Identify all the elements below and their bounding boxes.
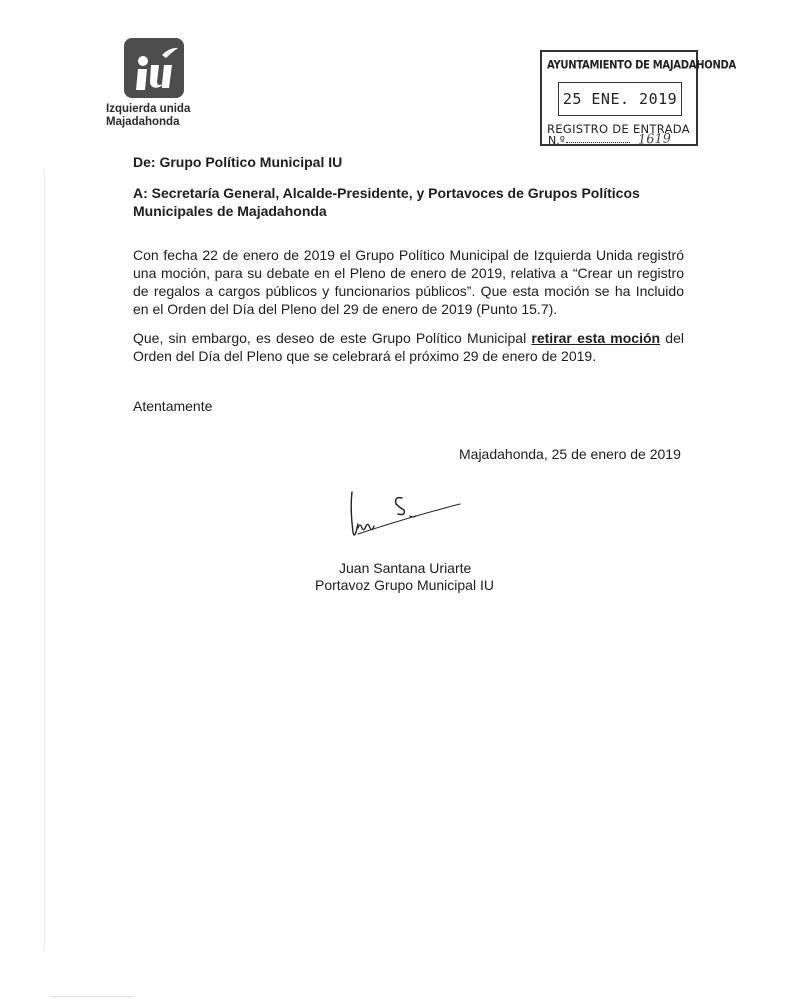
logo-line-1: Izquierda unida [106, 103, 191, 115]
paragraph-2-end: del Orden del Día del Pleno que se celebrará el próximo 29 de enero de 2019. [133, 330, 684, 364]
paragraph-1: Con fecha 22 de enero de 2019 el Grupo Político Municipal de Izquierda Unida registró una moción, para su debate en el Pleno de enero de 2019, relativa a “Crear un registro de regalos a cargos públicos y funcionarios públicos”. Que esta moción se ha Incluido en el Orden del Día del Pleno del 29 de enero de 2019 (Punto 15.7). [133, 247, 684, 317]
paragraph-2-start: Que, sin embargo, es deseo de este Grupo Político Municipal [133, 330, 532, 346]
iu-logo [106, 38, 202, 129]
closing: Atentamente [133, 398, 213, 414]
signer-name: Juan Santana Uriarte [339, 560, 472, 576]
letter-to-line-2: Municipales de Majadahonda [133, 203, 327, 219]
stamp-number-line [566, 142, 630, 143]
page-bottom-mark [50, 996, 134, 997]
logo-mark [124, 38, 184, 98]
page-edge [44, 170, 45, 950]
letter-to-line-1: A: Secretaría General, Alcalde-Presidente, y Portavoces de Grupos Políticos [133, 185, 640, 201]
logo-line-2: Majadahonda [106, 116, 180, 128]
stamp-date: 25 ENE. 2019 [558, 82, 682, 116]
stamp-number-value: 1619 [637, 131, 672, 148]
stamp-number-label: N.º [548, 134, 565, 147]
signer-title: Portavoz Grupo Municipal IU [315, 577, 494, 593]
paragraph-2 [133, 329, 684, 365]
letter-from: De: Grupo Político Municipal IU [133, 154, 343, 170]
stamp-organization: AYUNTAMIENTO DE MAJADAHONDA [547, 59, 736, 72]
place-date: Majadahonda, 25 de enero de 2019 [459, 446, 681, 462]
withdraw-motion-emphasis: retirar esta moción [531, 330, 661, 346]
registry-stamp [540, 50, 736, 148]
stamp-register-label: REGISTRO DE ENTRADA [547, 122, 690, 136]
letter-to [133, 184, 693, 220]
logo-text [106, 103, 202, 129]
iu-mark-icon [124, 38, 184, 98]
handwritten-signature [336, 488, 466, 544]
